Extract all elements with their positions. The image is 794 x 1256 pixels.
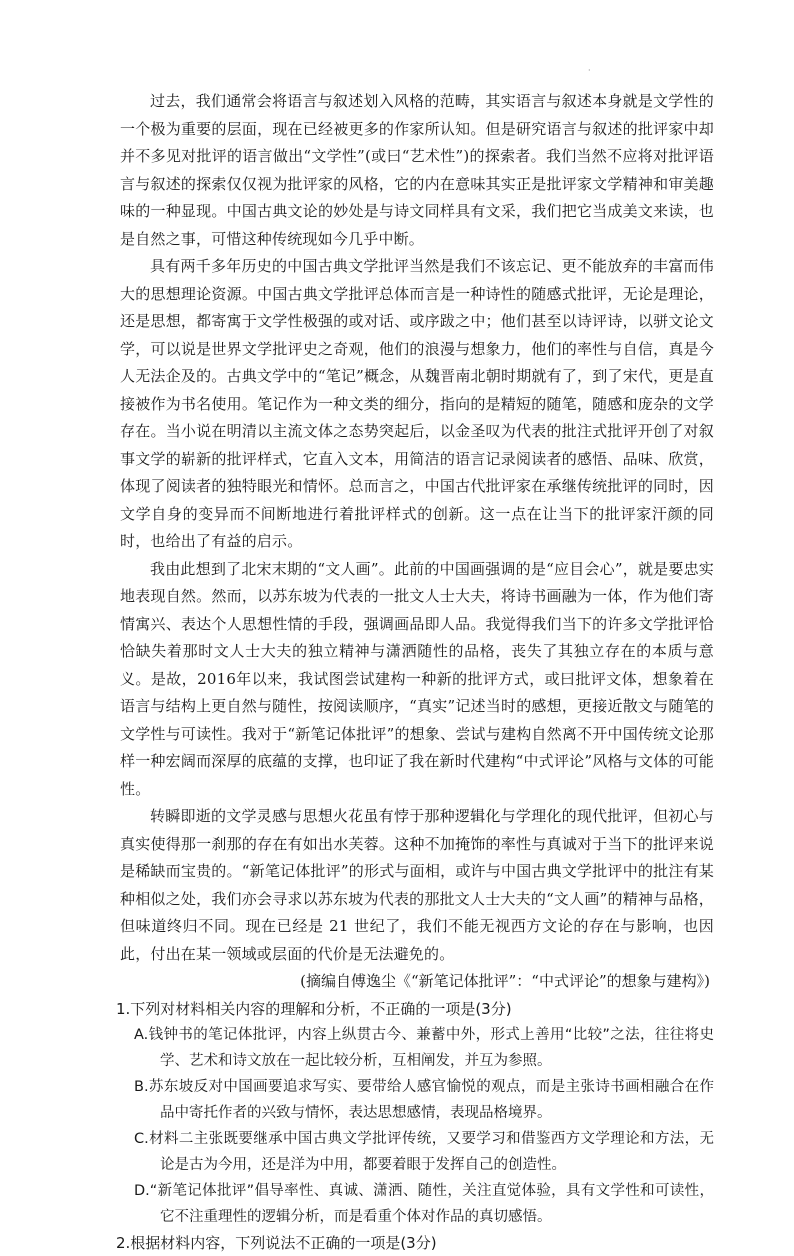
question-1 (116, 996, 714, 1230)
header-mark: · (588, 66, 591, 75)
paragraph-3: 我由此想到了北宋末期的“文人画”。此前的中国画强调的是“应目会心”，就是要忠实地表现自然。然而，以苏东坡为代表的一批文人士大夫，将诗书画融为一体，作为他们寄情寓兴、表达个人思想性情的手段，强调画品即人品。我觉得我们当下的许多文学批评恰恰缺失着那时文人士大夫的独立精神与潇洒随性的品格，丧失了其独立存在的本质与意义。是故，2016年以来，我试图尝试建构一种新的批评方式，或曰批评文体，想象着在语言与结构上更自然与随性，按阅读顺序，“真实”记述当时的感想，更接近散文与随笔的文学性与可读性。我对于“新笔记体批评”的想象、尝试与建构自然离不开中国传统文论那样一种宏阔而深厚的底蕴的支撑，也印证了我在新时代建构“中式评论”风格与文体的可能性。 (120, 559, 714, 798)
option-b: B.苏东坡反对中国画要追求写实、要带给人感官愉悦的观点，而是主张诗书画相融合在作品中寄托作者的兴致与情怀，表达思想感情，表现品格境界。 (134, 1078, 714, 1121)
question-2 (116, 1230, 714, 1256)
question-stem: 1.下列对材料相关内容的理解和分析，不正确的一项是(3分) (116, 999, 512, 1018)
paragraph-4: 转瞬即逝的文学灵感与思想火花虽有悖于那种逻辑化与学理化的现代批评，但初心与真实使得那一刹那的存在有如出水芙蓉。这种不加掩饰的率性与真诚对于当下的批评来说是稀缺而宝贵的。“新笔记体批评”的形式与面相，或许与中国古典文学批评中的批注有某种相似之处，我们亦会寻求以苏东坡为代表的那批文人士大夫的“文人画”的精神与品格，但味道终归不同。现在已经是 21 世纪了，我们不能无视西方文论的存在与影响，也因此，付出在某一领域或层面的代价是无法避免的。 (120, 807, 714, 963)
paragraph-1: 过去，我们通常会将语言与叙述划入风格的范畴，其实语言与叙述本身就是文学性的一个极为重要的层面，现在已经被更多的作家所认知。但是研究语言与叙述的批评家中却并不多见对批评的语言做出“文学性”(或曰“艺术性”)的探索者。我们当然不应将对批评语言与叙述的探索仅仅视为批评家的风格，它的内在意味其实正是批评家文学精神和审美趣味的一种显现。中国古典文论的妙处是与诗文同样具有文采，我们把它当成美文来读，也是自然之事，可惜这种传统现如今几乎中断。 (120, 92, 714, 248)
option-c: C.材料二主张既要继承中国古典文学批评传统，又要学习和借鉴西方文学理论和方法，无论是古为今用，还是洋为中用，都要着眼于发挥自己的创造性。 (134, 1130, 714, 1173)
source-citation: (摘编自傅逸尘《“新笔记体批评”：“中式评论”的想象与建构》) (300, 972, 710, 990)
option-a: A.钱钟书的笔记体批评，内容上纵贯古今、兼蓄中外，形式上善用“比较”之法，往往将史学、艺术和诗文放在一起比较分析，互相阐发，并互为参照。 (134, 1026, 714, 1069)
paragraph-2: 具有两千多年历史的中国古典文学批评当然是我们不该忘记、更不能放弃的丰富而伟大的思想理论资源。中国古典文学批评总体而言是一种诗性的随感式批评，无论是理论，还是思想，都寄寓于文学性极强的或对话、或序跋之中；他们甚至以诗评诗，以骈文论文学，可以说是世界文学批评史之奇观，他们的浪漫与想象力，他们的率性与自信，真是今人无法企及的。古典文学中的“笔记”概念，从魏晋南北朝时期就有了，到了宋代，更是直接被作为书名使用。笔记作为一种文类的细分，指向的是精短的随笔，随感和庞杂的文学存在。当小说在明清以主流文体之态势突起后，以金圣叹为代表的批注式批评开创了对叙事文学的崭新的批评样式，它直入文本，用简洁的语言记录阅读者的感悟、品味、欣赏，体现了阅读者的独特眼光和情怀。总而言之，中国古代批评家在承继传统批评的同时，因文学自身的变异而不间断地进行着批评样式的创新。这一点在让当下的批评家汗颜的同时，也给出了有益的启示。 (120, 257, 714, 550)
article (120, 88, 714, 996)
option-d: D.“新笔记体批评”倡导率性、真诚、潇洒、随性，关注直觉体验，具有文学性和可读性，它不注重理性的逻辑分析，而是看重个体对作品的真切感悟。 (134, 1182, 714, 1225)
question-stem: 2.根据材料内容，下列说法不正确的一项是(3分) (116, 1233, 437, 1252)
